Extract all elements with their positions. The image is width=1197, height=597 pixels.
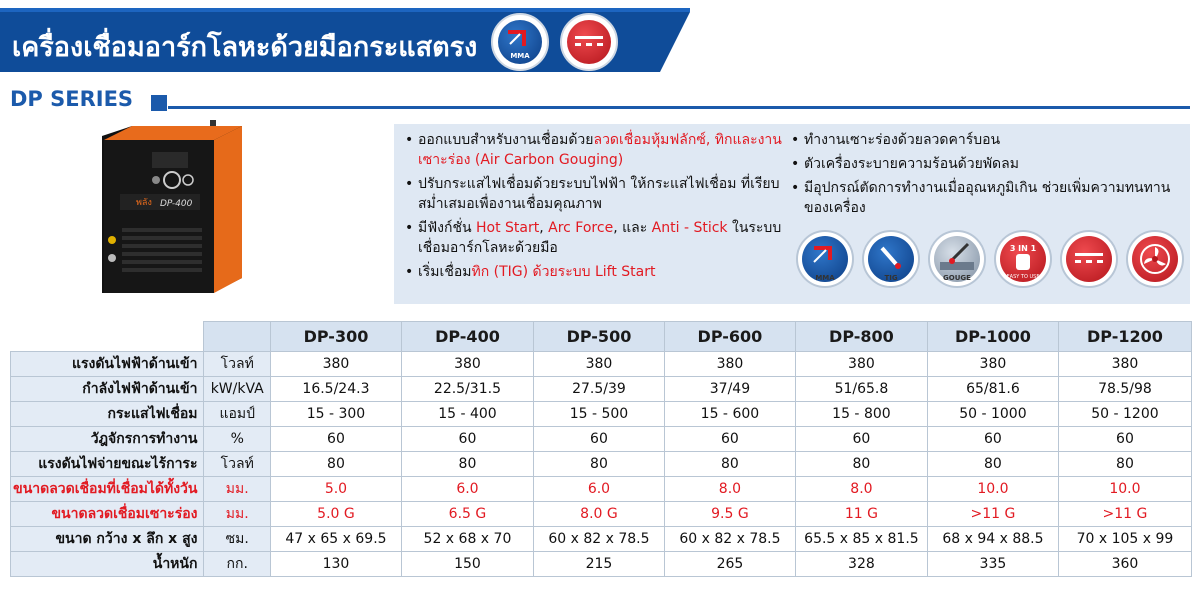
header-blank [11, 322, 204, 352]
table-cell: 6.0 [401, 477, 533, 502]
feature-highlight-text: ทิก (TIG) ด้วยระบบ Lift Start [471, 264, 656, 280]
svg-text:3 IN 1: 3 IN 1 [1009, 244, 1037, 253]
table-cell: 380 [664, 352, 795, 377]
table-cell: 6.0 [533, 477, 664, 502]
table-cell: 15 - 300 [270, 402, 401, 427]
gouge-icon-label: GOUGE [943, 274, 971, 282]
table-cell: 8.0 [795, 477, 927, 502]
table-cell: 380 [1058, 352, 1191, 377]
table-cell: 380 [795, 352, 927, 377]
row-label: น้ำหนัก [11, 552, 204, 577]
easy-to-use-icon [994, 230, 1052, 288]
svg-text:EASY TO USE: EASY TO USE [1006, 274, 1040, 280]
table-row [11, 377, 1192, 402]
table-cell: 15 - 600 [664, 402, 795, 427]
banner-title: เครื่องเชื่อมอาร์กโลหะด้วยมือกระแสตรง [12, 32, 478, 63]
machine-brand: พลัง [136, 198, 152, 208]
table-cell: 37/49 [664, 377, 795, 402]
table-cell: 10.0 [1058, 477, 1191, 502]
table-cell: 380 [927, 352, 1058, 377]
feature-list-right [788, 130, 1188, 222]
table-cell: 50 - 1000 [927, 402, 1058, 427]
feature-panel [394, 124, 1190, 304]
table-cell: 80 [270, 452, 401, 477]
table-row [11, 552, 1192, 577]
feature-bullet [788, 178, 1188, 218]
series-marker [151, 95, 167, 111]
row-unit: โวลท์ [204, 352, 271, 377]
feature-text: ออกแบบสำหรับงานเชื่อมด้วย [418, 132, 594, 148]
table-cell: 328 [795, 552, 927, 577]
feature-text: ปรับกระแสไฟเชื่อมด้วยระบบไฟฟ้า ให้กระแสไฟเชื่อม ที่เรียบสม่ำเสมอเพื่องานเชื่อมคุณภาพ [418, 176, 780, 212]
table-cell: 265 [664, 552, 795, 577]
table-cell: 51/65.8 [795, 377, 927, 402]
table-cell: 78.5/98 [1058, 377, 1191, 402]
table-cell: 80 [795, 452, 927, 477]
table-cell: 80 [401, 452, 533, 477]
table-cell: 215 [533, 552, 664, 577]
feature-highlight-text: Arc Force [548, 220, 614, 236]
table-cell: 130 [270, 552, 401, 577]
tig-icon [862, 230, 920, 288]
table-cell: 60 [270, 427, 401, 452]
row-unit: มม. [204, 502, 271, 527]
table-cell: 60 [401, 427, 533, 452]
table-cell: 80 [927, 452, 1058, 477]
spec-table [10, 321, 1192, 577]
feature-bullet [402, 174, 782, 214]
table-cell: 60 [795, 427, 927, 452]
table-cell: 80 [533, 452, 664, 477]
table-cell: 9.5 G [664, 502, 795, 527]
spec-table-body [11, 352, 1192, 577]
row-label: ขนาดลวดเชื่อมที่เชื่อมได้ทั้งวัน [11, 477, 204, 502]
machine-model: DP-400 [160, 199, 193, 209]
table-cell: 360 [1058, 552, 1191, 577]
table-cell: 11 G [795, 502, 927, 527]
model-header: DP-600 [664, 322, 795, 352]
row-label: วัฎจักรการทำงาน [11, 427, 204, 452]
feature-bullet [402, 218, 782, 258]
table-cell: 60 x 82 x 78.5 [664, 527, 795, 552]
table-cell: 65/81.6 [927, 377, 1058, 402]
row-unit: แอมป์ [204, 402, 271, 427]
feature-text: เริ่มเชื่อม [418, 264, 472, 280]
mma-icon [796, 230, 854, 288]
gouge-icon [928, 230, 986, 288]
row-label: แรงดันไฟจ่ายขณะไร้การะ [11, 452, 204, 477]
feature-highlight-text: ลวดเชื่อมหุ้มฟลักซ์, ทิกและงานเซาะร่อง (Air Carbon Gouging) [418, 132, 782, 168]
table-cell: 380 [401, 352, 533, 377]
series-divider [168, 106, 1190, 109]
model-header: DP-500 [533, 322, 664, 352]
row-unit: กก. [204, 552, 271, 577]
row-label: กระแสไฟเชื่อม [11, 402, 204, 427]
feature-list-left [402, 130, 782, 286]
feature-bullet [788, 154, 1188, 174]
table-cell: 47 x 65 x 69.5 [270, 527, 401, 552]
feature-text: ในระบบเชื่อมอาร์กโลหะด้วยมือ [418, 220, 782, 256]
feature-highlight-text: Anti - Stick [651, 220, 728, 236]
table-cell: 380 [533, 352, 664, 377]
table-cell: 60 [664, 427, 795, 452]
feature-text: ทำงานเซาะร่องด้วยลวดคาร์บอน [804, 132, 1001, 148]
fan-icon [1126, 230, 1184, 288]
table-cell: 80 [1058, 452, 1191, 477]
table-cell: 16.5/24.3 [270, 377, 401, 402]
table-row [11, 402, 1192, 427]
table-cell: 15 - 500 [533, 402, 664, 427]
table-cell: 65.5 x 85 x 81.5 [795, 527, 927, 552]
table-cell: 60 [533, 427, 664, 452]
row-label: ขนาด กว้าง x ลึก x สูง [11, 527, 204, 552]
model-header: DP-800 [795, 322, 927, 352]
table-row [11, 352, 1192, 377]
table-cell: 60 [1058, 427, 1191, 452]
table-cell: 68 x 94 x 88.5 [927, 527, 1058, 552]
row-unit: มม. [204, 477, 271, 502]
table-cell: 15 - 400 [401, 402, 533, 427]
dc-current-icon [560, 13, 618, 71]
table-cell: 60 [927, 427, 1058, 452]
table-row [11, 527, 1192, 552]
feature-text: , [539, 220, 549, 236]
table-cell: 8.0 G [533, 502, 664, 527]
table-cell: 5.0 G [270, 502, 401, 527]
table-cell: 380 [270, 352, 401, 377]
table-cell: >11 G [1058, 502, 1191, 527]
table-row [11, 477, 1192, 502]
table-cell: 27.5/39 [533, 377, 664, 402]
row-label: ขนาดลวดเชื่อมเซาะร่อง [11, 502, 204, 527]
table-cell: 5.0 [270, 477, 401, 502]
feature-text: , และ [613, 220, 652, 236]
feature-text: มีอุปกรณ์ตัดการทำงานเมื่ออุณหภูมิเกิน ช่วยเพิ่มความทนทานของเครื่อง [804, 180, 1171, 216]
table-cell: 60 x 82 x 78.5 [533, 527, 664, 552]
header-unit-blank [204, 322, 271, 352]
model-header: DP-400 [401, 322, 533, 352]
feature-highlight-text: Hot Start [475, 220, 540, 236]
table-cell: 6.5 G [401, 502, 533, 527]
table-cell: >11 G [927, 502, 1058, 527]
series-title: DP SERIES [10, 87, 134, 111]
row-unit: ซม. [204, 527, 271, 552]
model-header: DP-300 [270, 322, 401, 352]
table-cell: 150 [401, 552, 533, 577]
table-row [11, 427, 1192, 452]
table-cell: 52 x 68 x 70 [401, 527, 533, 552]
table-cell: 15 - 800 [795, 402, 927, 427]
model-header: DP-1000 [927, 322, 1058, 352]
table-cell: 70 x 105 x 99 [1058, 527, 1191, 552]
row-unit: % [204, 427, 271, 452]
table-cell: 8.0 [664, 477, 795, 502]
mma-icon-label: MMA [510, 52, 530, 60]
table-cell: 335 [927, 552, 1058, 577]
table-header-row [11, 322, 1192, 352]
feature-text: ตัวเครื่องระบายความร้อนด้วยพัดลม [804, 156, 1019, 172]
header-banner [0, 8, 690, 74]
row-label: แรงดันไฟฟ้าด้านเข้า [11, 352, 204, 377]
model-header: DP-1200 [1058, 322, 1191, 352]
mma-icon-label: MMA [815, 274, 835, 282]
table-cell: 10.0 [927, 477, 1058, 502]
welding-machine-image [92, 118, 252, 298]
feature-text: มีฟังก์ชั่น [418, 220, 476, 236]
feature-bullet [402, 130, 782, 170]
table-row [11, 452, 1192, 477]
dc-current-icon [1060, 230, 1118, 288]
tig-icon-label: TIG [884, 274, 898, 282]
feature-bullet [402, 262, 782, 282]
row-unit: โวลท์ [204, 452, 271, 477]
row-unit: kW/kVA [204, 377, 271, 402]
table-cell: 80 [664, 452, 795, 477]
feature-bullet [788, 130, 1188, 150]
table-cell: 22.5/31.5 [401, 377, 533, 402]
table-cell: 50 - 1200 [1058, 402, 1191, 427]
row-label: กำลังไฟฟ้าด้านเข้า [11, 377, 204, 402]
table-row [11, 502, 1192, 527]
mma-icon [491, 13, 549, 71]
